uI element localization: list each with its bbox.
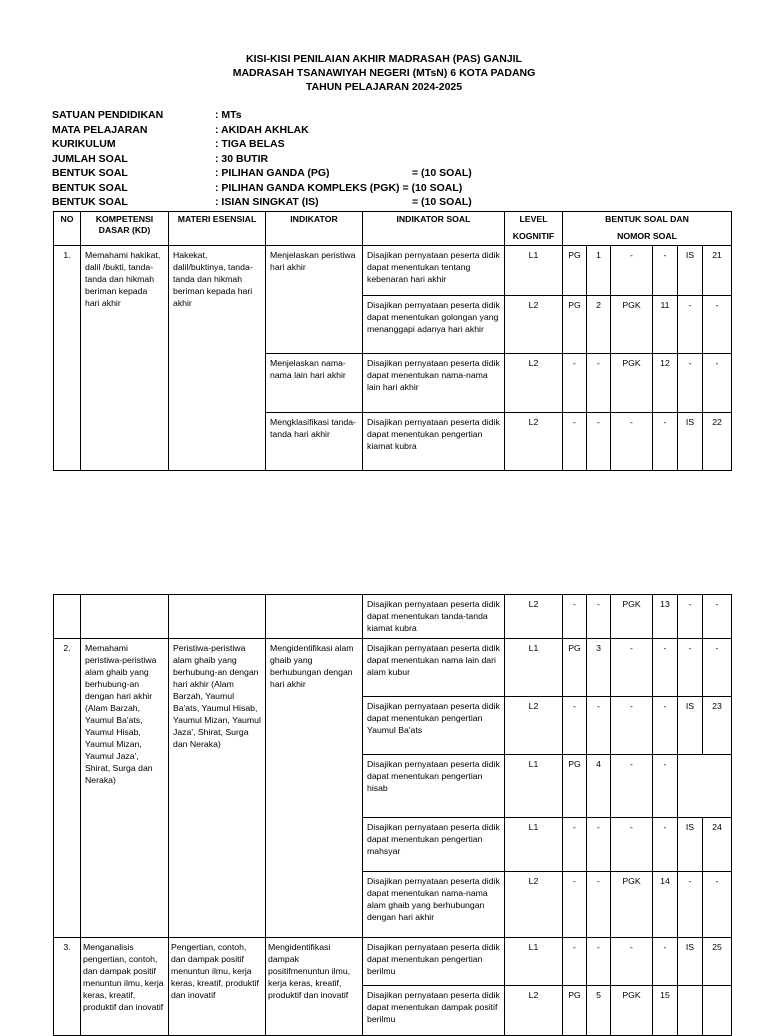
indikator-soal-cell: Disajikan pernyataan peserta didik dapat menentukan pengertian hisab [363,755,505,818]
meta-value: : ISIAN SINGKAT (IS) [215,196,319,208]
nomor-soal-cell: 22 [703,413,732,471]
level-cell: L1 [505,755,563,818]
nomor-soal-cell: - [703,354,732,413]
indikator-soal-cell: Disajikan pernyataan peserta didik dapat menentukan dampak positif berilmu [363,986,505,1036]
header-kd: KOMPETENSI DASAR (KD) [81,212,169,246]
bentuk-soal-cell: PGK [611,595,653,639]
meta-value: : MTs [215,109,242,121]
bentuk-soal-cell: - [678,639,703,697]
bentuk-soal-cell: PG [563,986,587,1036]
meta-value: : PILIHAN GANDA (PG) [215,167,330,179]
header-level-line1: LEVEL [519,214,548,224]
level-cell: L2 [505,296,563,354]
bentuk-soal-cell: IS [678,697,703,755]
nomor-soal-cell: - [653,938,678,986]
doc-title-line-1: KISI-KISI PENILAIAN AKHIR MADRASAH (PAS) GANJIL [246,53,522,65]
bentuk-soal-cell: - [563,938,587,986]
nomor-soal-cell: 11 [653,296,678,354]
bentuk-soal-cell: PG [563,246,587,296]
header-bentuk-soal [563,212,732,246]
kisi-kisi-table-page-2 [53,594,732,1036]
nomor-soal-cell: - [587,595,611,639]
nomor-soal-cell: - [703,639,732,697]
nomor-soal-cell: 25 [703,938,732,986]
bentuk-soal-cell: PG [563,755,587,818]
level-cell: L2 [505,697,563,755]
nomor-soal-cell: - [653,413,678,471]
row-number [54,595,81,639]
bentuk-soal-cell: IS [678,938,703,986]
nomor-soal-cell: 12 [653,354,678,413]
materi-esensial-cell: Hakekat, dalil/buktinya, tanda-tanda dan hikmah beriman kepada hari akhir [169,246,266,471]
nomor-soal-cell: - [587,818,611,872]
kompetensi-dasar-cell: Memahami peristiwa-peristiwa alam ghaib yang berhubung-an dengan hari akhir (Alam Barzah, Yaumul Ba'ats, Yaumul Hisab, Yaumul Mizan, Yaumul Jaza', Shirat, Surga dan Neraka) [81,639,169,938]
nomor-soal-cell: - [587,354,611,413]
indikator-cell: Mengklasifikasi tanda-tanda hari akhir [266,413,363,471]
bentuk-soal-cell: - [611,697,653,755]
nomor-soal-cell: 3 [587,639,611,697]
bentuk-soal-cell: - [563,354,587,413]
bentuk-soal-cell: - [563,872,587,938]
level-cell: L1 [505,246,563,296]
nomor-soal-cell: - [703,296,732,354]
doc-title-line-2: MADRASAH TSANAWIYAH NEGERI (MTsN) 6 KOTA PADANG [232,67,536,79]
bentuk-soal-cell: PGK [611,354,653,413]
indikator-soal-cell: Disajikan pernyataan peserta didik dapat menentukan nama lain dari alam kubur [363,639,505,697]
indikator-soal-cell: Disajikan pernyataan peserta didik dapat menentukan tanda-tanda kiamat kubra [363,595,505,639]
bentuk-soal-cell: - [611,413,653,471]
indikator-cell: Menjelaskan nama-nama lain hari akhir [266,354,363,413]
kompetensi-dasar-cell: Menganalisis pengertian, contoh, dan dampak positif menuntun ilmu, kerja keras, kreatif, produktif dan inovatif [81,938,169,1036]
bentuk-soal-cell: - [678,354,703,413]
meta-value: : AKIDAH AKHLAK [215,123,309,136]
nomor-soal-cell: 13 [653,595,678,639]
bentuk-soal-cell: - [678,296,703,354]
meta-label: KURIKULUM [52,138,116,150]
nomor-soal-cell: 1 [587,246,611,296]
indikator-soal-cell: Disajikan pernyataan peserta didik dapat menentukan pengertian kiamat kubra [363,413,505,471]
nomor-soal-cell: 21 [703,246,732,296]
meta-label: JUMLAH SOAL [52,152,128,165]
level-cell: L1 [505,639,563,697]
bentuk-soal-cell: - [678,872,703,938]
meta-label: BENTUK SOAL [52,196,128,208]
meta-value: : PILIHAN GANDA KOMPLEKS (PGK) = (10 SOAL) [215,181,463,194]
nomor-soal-cell: 4 [587,755,611,818]
nomor-soal-cell: - [653,697,678,755]
nomor-soal-cell: 23 [703,697,732,755]
bentuk-soal-cell: - [563,595,587,639]
nomor-soal-cell: 15 [653,986,678,1036]
meta-count: = (10 SOAL) [412,196,472,208]
nomor-soal-cell: - [587,697,611,755]
header-level [505,212,563,246]
row-number: 1. [54,246,81,471]
level-cell: L2 [505,986,563,1036]
row-number: 2. [54,639,81,938]
nomor-soal-cell: 24 [703,818,732,872]
bentuk-soal-cell: - [563,413,587,471]
level-cell: L1 [505,938,563,986]
level-cell: L2 [505,354,563,413]
indikator-soal-cell: Disajikan pernyataan peserta didik dapat menentukan tentang kebenaran hari akhir [363,246,505,296]
header-indikator-soal: INDIKATOR SOAL [363,212,505,246]
bentuk-soal-cell: - [611,938,653,986]
meta-label: MATA PELAJARAN [52,123,148,136]
indikator-cell: Mengidentifikasi dampak positifmenuntun ilmu, kerja keras, kreatif, produktif dan inovatif [266,938,363,1036]
bentuk-soal-cell: PGK [611,872,653,938]
materi-esensial-cell [169,595,266,639]
bentuk-soal-cell: - [678,595,703,639]
bentuk-soal-cell: - [611,246,653,296]
indikator-soal-cell: Disajikan pernyataan peserta didik dapat menentukan pengertian berilmu [363,938,505,986]
bentuk-soal-cell: PG [563,639,587,697]
materi-esensial-cell: Peristiwa-peristiwa alam ghaib yang berhubung-an dengan hari akhir (Alam Barzah, Yaumul Ba'ats, Yaumul Hisab, Yaumul Mizan, Yaumul Jaza', Shirat, Surga dan Neraka) [169,639,266,938]
header-materi: MATERI ESENSIAL [169,212,266,246]
doc-title-line-3: TAHUN PELAJARAN 2024-2025 [305,81,463,93]
nomor-soal-cell: 5 [587,986,611,1036]
meta-label: SATUAN PENDIDIKAN [52,109,164,121]
level-cell: L2 [505,413,563,471]
bentuk-soal-cell: PGK [611,296,653,354]
kompetensi-dasar-cell: Memahami hakikat, dalil /bukti, tanda-tanda dan hikmah beriman kepada hari akhir [81,246,169,471]
nomor-soal-cell: - [653,818,678,872]
level-cell: L2 [505,872,563,938]
nomor-soal-cell: - [703,595,732,639]
header-level-line2: KOGNITIF [512,231,555,241]
meta-count: = (10 SOAL) [412,167,472,179]
indikator-soal-cell: Disajikan pernyataan peserta didik dapat menentukan nama-nama lain hari akhir [363,354,505,413]
nomor-soal-cell: - [587,872,611,938]
materi-esensial-cell: Pengertian, contoh, dan dampak positif menuntun ilmu, kerja keras, kreatif, produktif dan inovatif [169,938,266,1036]
bentuk-soal-cell: IS [678,246,703,296]
level-cell: L2 [505,595,563,639]
kisi-kisi-table-page-1 [53,211,732,471]
header-no: NO [54,212,81,246]
kompetensi-dasar-cell [81,595,169,639]
bentuk-soal-cell: - [611,818,653,872]
bentuk-soal-cell: IS [678,818,703,872]
indikator-cell: Menjelaskan peristiwa hari akhir [266,246,363,354]
level-cell: L1 [505,818,563,872]
indikator-soal-cell: Disajikan pernyataan peserta didik dapat menentukan golongan yang menanggapi adanya hari akhir [363,296,505,354]
bentuk-soal-cell: - [563,697,587,755]
meta-value: : 30 BUTIR [215,152,269,165]
indikator-soal-cell: Disajikan pernyataan peserta didik dapat menentukan nama-nama alam ghaib yang berhubungan dengan hari akhir [363,872,505,938]
bentuk-soal-cell [678,986,703,1036]
indikator-soal-cell: Disajikan pernyataan peserta didik dapat menentukan pengertian mahsyar [363,818,505,872]
nomor-soal-cell: - [653,246,678,296]
nomor-soal-cell: 2 [587,296,611,354]
bentuk-soal-cell [678,755,703,818]
bentuk-soal-cell: IS [678,413,703,471]
indikator-soal-cell: Disajikan pernyataan peserta didik dapat menentukan pengertian Yaumul Ba'ats [363,697,505,755]
header-bentuk-line2: NOMOR SOAL [617,231,677,241]
header-indikator: INDIKATOR [266,212,363,246]
bentuk-soal-cell: PGK [611,986,653,1036]
nomor-soal-cell: - [653,755,678,818]
bentuk-soal-cell: PG [563,296,587,354]
nomor-soal-cell [703,986,732,1036]
meta-label: BENTUK SOAL [52,181,128,194]
meta-value: : TIGA BELAS [215,138,285,150]
nomor-soal-cell: 14 [653,872,678,938]
row-number: 3. [54,938,81,1036]
indikator-cell [266,595,363,639]
indikator-cell: Mengidentifikasi alam ghaib yang berhubungan dengan hari akhir [266,639,363,938]
meta-label: BENTUK SOAL [52,167,128,179]
nomor-soal-cell: - [587,413,611,471]
bentuk-soal-cell: - [611,755,653,818]
nomor-soal-cell: - [703,872,732,938]
bentuk-soal-cell: - [563,818,587,872]
header-bentuk-line1: BENTUK SOAL DAN [605,214,689,224]
nomor-soal-cell: - [587,938,611,986]
nomor-soal-cell: - [653,639,678,697]
bentuk-soal-cell: - [611,639,653,697]
nomor-soal-cell [703,755,732,818]
